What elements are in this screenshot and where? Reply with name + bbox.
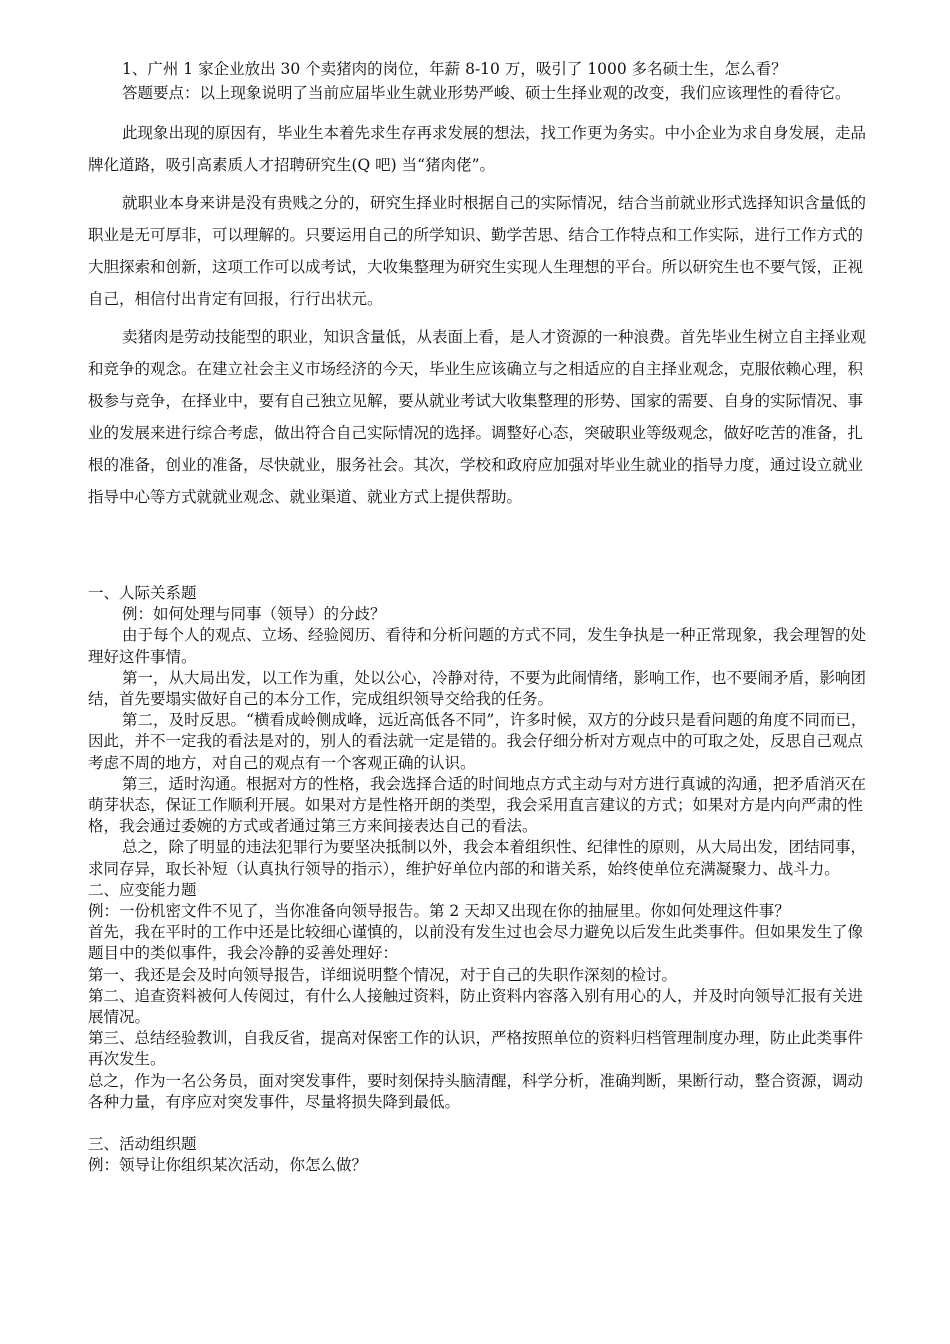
- adaptability-second: 第二、追查资料被何人传阅过，有什么人接触过资料，防止资料内容落入别有用心的人，并及时向领导汇报有关进展情况。: [88, 986, 864, 1027]
- paragraph-skill-job: 卖猪肉是劳动技能型的职业，知识含量低，从表面上看，是人才资源的一种浪费。首先毕业生树立自主择业观和竞争的观念。在建立社会主义市场经济的今天，毕业生应该确立与之相适应的自主择业观念，克服依赖心理，积极参与竞争，在择业中，要有自己独立见解，要从就业考试大收集整理的形势、国家的需要、自身的实际情况、事业的发展来进行综合考虑，做出符合自己实际情况的选择。调整好心态，突破职业等级观念，做好吃苦的准备，扎根的准备，创业的准备，尽快就业，服务社会。其次，学校和政府应加强对毕业生就业的指导力度，通过设立就业指导中心等方式就就业观念、就业渠道、就业方式上提供帮助。: [88, 328, 867, 506]
- interpersonal-intro: 由于每个人的观点、立场、经验阅历、看待和分析问题的方式不同，发生争执是一种正常现象，我会理智的处理好这件事情。: [88, 626, 867, 666]
- interpersonal-second: 第二，及时反思。“横看成岭侧成峰，远近高低各不同”，许多时候，双方的分歧只是看问题的角度不同而已，因此，并不一定我的看法是对的，别人的看法就一定是错的。我会仔细分析对方观点中的可取之处，反思自己观点考虑不周的地方，对自己的观点有一个客观正确的认识。: [88, 711, 867, 772]
- interpersonal-example: 例：如何处理与同事（领导）的分歧？: [122, 605, 386, 624]
- question-title: 1、广州 1 家企业放出 30 个卖猪肉的岗位，年薪 8-10 万，吸引了 1000 多名硕士生，怎么看？: [122, 60, 787, 78]
- adaptability-example: 例：一份机密文件不见了，当你准备向领导报告。第 2 天却又出现在你的抽屉里。你如何处理这件事？: [88, 902, 790, 921]
- interview-sections: [88, 583, 870, 1176]
- interpersonal-third: 第三，适时沟通。根据对方的性格，我会选择合适的时间地点方式主动与对方进行真诚的沟通，把矛盾消灭在萌芽状态，保证工作顺利开展。如果对方是性格开朗的类型，我会采用直言建议的方式；如果对方是内向严肃的性格，我会通过委婉的方式或者通过第三方来间接表达自己的看法。: [88, 774, 867, 836]
- question-block: [88, 58, 870, 513]
- section-heading-interpersonal: 一、人际关系题: [88, 584, 197, 602]
- adaptability-summary: 总之，作为一名公务员，面对突发事件，要时刻保持头脑清醒，科学分析，准确判断，果断行动，整合资源，调动各种力量，有序应对突发事件，尽量将损失降到最低。: [88, 1071, 864, 1111]
- adaptability-first: 第一、我还是会及时向领导报告，详细说明整个情况，对于自己的失职作深刻的检讨。: [88, 965, 678, 984]
- paragraph-career-view: 就职业本身来讲是没有贵贱之分的，研究生择业时根据自己的实际情况，结合当前就业形式选择知识含量低的职业是无可厚非，可以理解的。只要运用自己的所学知识、勤学苦思、结合工作特点和工作实际，进行工作方式的大胆探索和创新，这项工作可以成考试，大收集整理为研究生实现人生理想的平台。所以研究生也不要气馁，正视自己，相信付出肯定有回报，行行出状元。: [88, 194, 867, 308]
- interpersonal-summary: 总之，除了明显的违法犯罪行为要坚决抵制以外，我会本着组织性、纪律性的原则，从大局出发，团结同事，求同存异，取长补短（认真执行领导的指示），维护好单位内部的和谐关系，始终使单位充满凝聚力、战斗力。: [88, 838, 867, 878]
- interpersonal-first: 第一，从大局出发，以工作为重，处以公心，冷静对待，不要为此闹情绪，影响工作，也不要闹矛盾，影响团结，首先要塌实做好自己的本分工作，完成组织领导交给我的任务。: [88, 668, 867, 709]
- section-heading-activity: 三、活动组织题: [88, 1135, 197, 1154]
- paragraph-reasons: 此现象出现的原因有，毕业生本着先求生存再求发展的想法，找工作更为务实。中小企业为求自身发展，走品牌化道路，吸引高素质人才招聘研究生(Q 吧) 当“猪肉佬”。: [88, 124, 867, 174]
- activity-example: 例：领导让你组织某次活动，你怎么做？: [88, 1156, 368, 1175]
- section-heading-adaptability: 二、应变能力题: [88, 880, 197, 899]
- adaptability-third: 第三、总结经验教训，自我反省，提高对保密工作的认识，严格按照单位的资料归档管理制度办理，防止此类事件再次发生。: [88, 1029, 864, 1069]
- adaptability-intro: 首先，我在平时的工作中还是比较细心谨慎的，以前没有发生过也会尽力避免以后发生此类事件。但如果发生了像题目中的类似事件，我会冷静的妥善处理好：: [88, 923, 864, 963]
- answer-key: 答题要点：以上现象说明了当前应届毕业生就业形势严峻、硕士生择业观的改变，我们应该理性的看待它。: [122, 84, 851, 102]
